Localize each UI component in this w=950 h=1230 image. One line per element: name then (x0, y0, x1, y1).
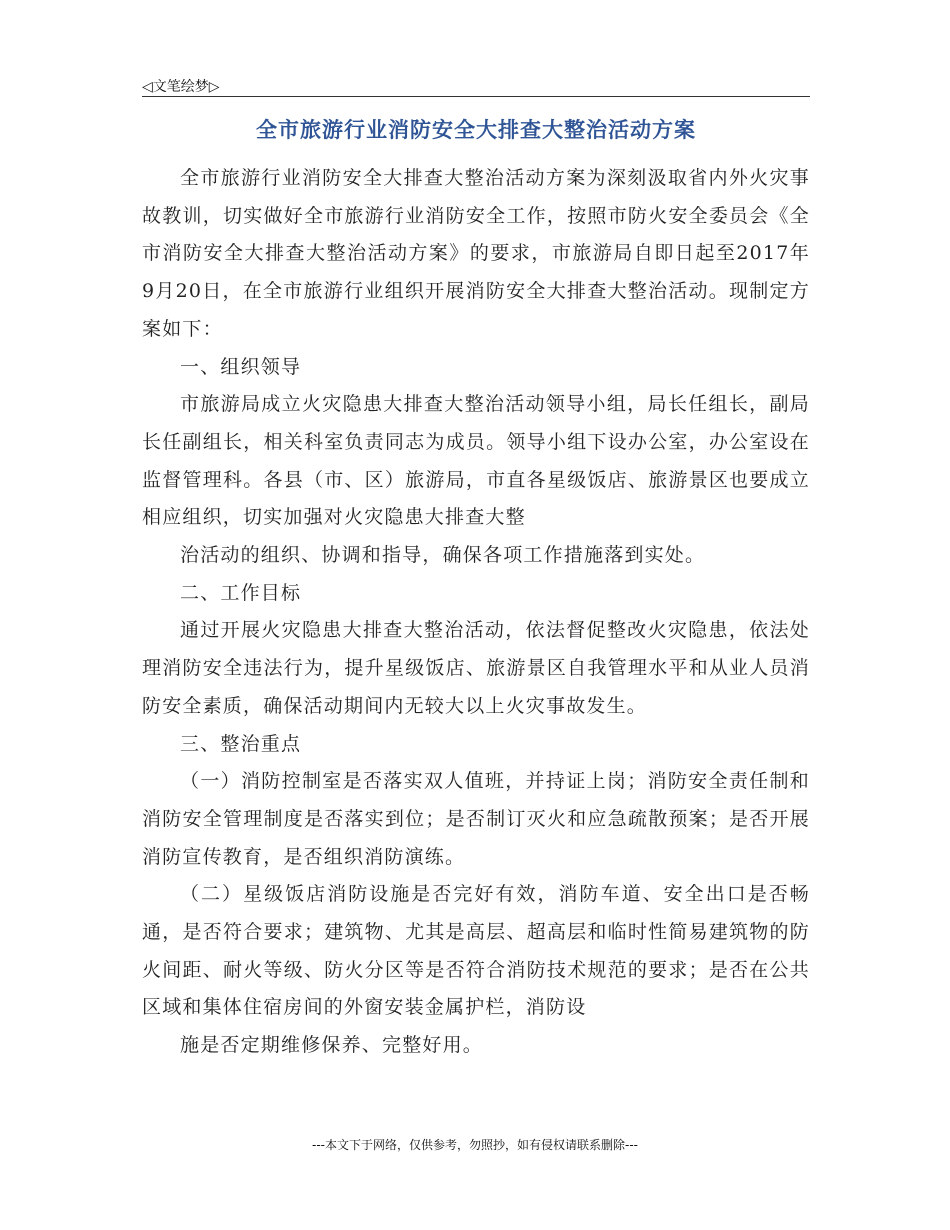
section-heading-2: 二、工作目标 (180, 581, 302, 604)
body-paragraph: 通过开展火灾隐患大排查大整治活动，依法督促整改火灾隐患，依法处理消防安全违法行为，提升星级饭店、旅游景区自我管理水平和从业人员消防安全素质，确保活动期间内无较大以上火灾事故发生。 (142, 619, 810, 717)
intro-paragraph: 全市旅游行业消防安全大排查大整治活动方案为深刻汲取省内外火灾事故教训，切实做好全市旅游行业消防安全工作，按照市防火安全委员会《全市消防安全大排查大整治活动方案》的要求，市旅游局自即日起至2017年9月20日，在全市旅游行业组织开展消防安全大排查大整治活动。现制定方案如下： (142, 167, 810, 340)
body-paragraph: 治活动的组织、协调和指导，确保各项工作措施落到实处。 (180, 544, 706, 567)
document-title: 全市旅游行业消防安全大排查大整治活动方案 (256, 118, 696, 142)
section-heading-1: 一、组织领导 (180, 355, 302, 378)
brand-mark: ◁文笔绘梦▷ (142, 79, 220, 95)
body-paragraph: （二）星级饭店消防设施是否完好有效，消防车道、安全出口是否畅通，是否符合要求；建筑物、尤其是高层、超高层和临时性简易建筑物的防火间距、耐火等级、防火分区等是否符合消防技术规范的要求；是否在公共区域和集体住宿房间的外窗安装金属护栏，消防设 (142, 883, 810, 1019)
body-paragraph: 施是否定期维修保养、完整好用。 (180, 1034, 484, 1057)
body-paragraph: （一）消防控制室是否落实双人值班，并持证上岗；消防安全责任制和消防安全管理制度是否落实到位；是否制订灭火和应急疏散预案；是否开展消防宣传教育，是否组织消防演练。 (142, 770, 810, 868)
page-header (142, 74, 810, 97)
section-heading-3: 三、整治重点 (180, 732, 302, 755)
page-footer: ---本文下于网络，仅供参考，勿照抄，如有侵权请联系删除--- (312, 1138, 638, 1152)
body-paragraph: 市旅游局成立火灾隐患大排查大整治活动领导小组，局长任组长，副局长任副组长，相关科室负责同志为成员。领导小组下设办公室，办公室设在监督管理科。各县（市、区）旅游局，市直各星级饭店、旅游景区也要成立相应组织，切实加强对火灾隐患大排查大整 (142, 393, 810, 529)
document-body (142, 160, 810, 1065)
